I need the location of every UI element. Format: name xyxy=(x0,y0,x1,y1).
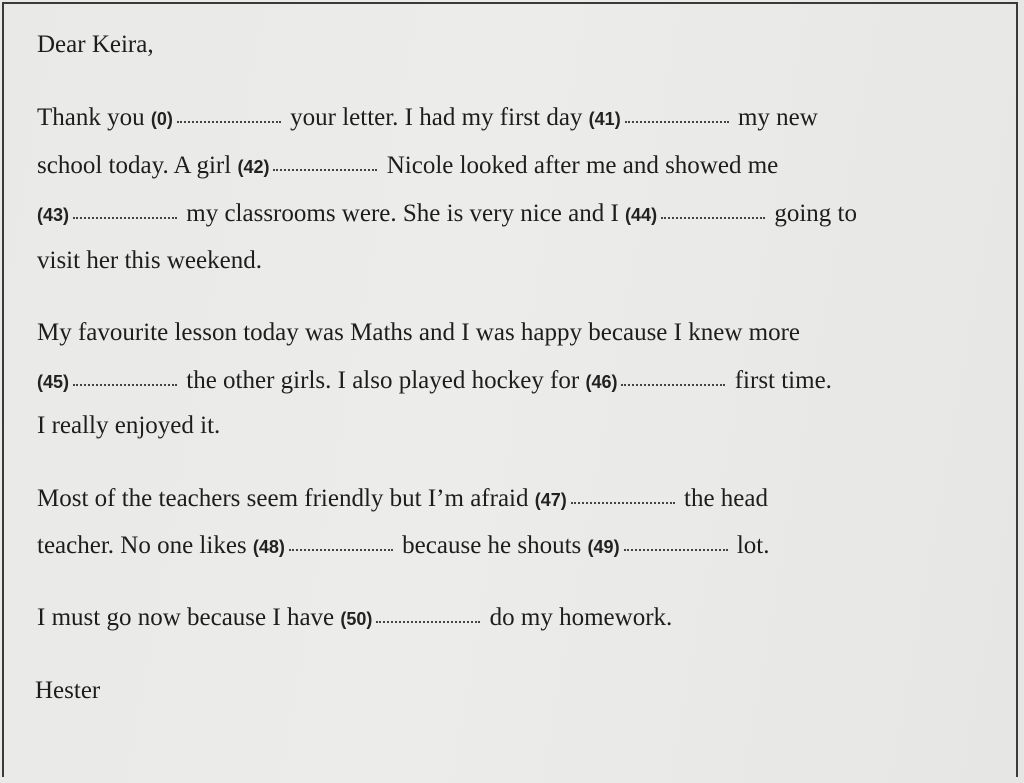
answer-blank-42[interactable] xyxy=(273,167,377,171)
text: I really enjoyed it. xyxy=(37,412,221,439)
answer-blank-47[interactable] xyxy=(571,500,675,504)
answer-blank-44[interactable] xyxy=(661,215,765,219)
text: teacher. No one likes xyxy=(37,532,247,559)
question-number-47: (47) xyxy=(534,490,567,510)
paragraph-2-line-3 xyxy=(37,411,220,441)
text: the head xyxy=(684,485,768,512)
answer-blank-0[interactable] xyxy=(177,119,281,123)
signature-text: Hester xyxy=(35,677,101,704)
text: going to xyxy=(774,200,857,227)
paragraph-3-line-2 xyxy=(37,531,769,561)
text: Thank you xyxy=(37,104,145,131)
answer-blank-45[interactable] xyxy=(73,382,177,386)
text: I must go now because I have xyxy=(37,604,335,631)
question-number-50: (50) xyxy=(340,609,373,629)
text: lot. xyxy=(736,532,770,559)
answer-blank-50[interactable] xyxy=(376,619,480,623)
answer-blank-41[interactable] xyxy=(625,119,729,123)
question-number-0: (0) xyxy=(150,109,173,129)
answer-blank-43[interactable] xyxy=(73,215,177,219)
question-number-44: (44) xyxy=(625,205,658,225)
question-number-41: (41) xyxy=(588,109,621,129)
paragraph-2-line-2 xyxy=(37,366,832,396)
greeting-text: Dear Keira, xyxy=(37,31,154,58)
text: school today. A girl xyxy=(37,152,232,179)
text: Most of the teachers seem friendly but I’m afraid xyxy=(37,485,529,512)
answer-blank-46[interactable] xyxy=(621,382,725,386)
text: my new xyxy=(737,104,818,131)
text: do my homework. xyxy=(489,604,673,631)
text: Nicole looked after me and showed me xyxy=(386,152,779,179)
paragraph-4-line-1 xyxy=(37,603,672,633)
text: My favourite lesson today was Maths and I was happy because I knew more xyxy=(37,319,800,346)
paragraph-1-line-2 xyxy=(37,151,778,181)
question-number-45: (45) xyxy=(37,372,70,392)
text: my classrooms were. She is very nice and I xyxy=(186,200,619,227)
answer-blank-49[interactable] xyxy=(624,547,728,551)
text: the other girls. I also played hockey for xyxy=(186,367,580,394)
text: visit her this weekend. xyxy=(37,247,262,274)
text: because he shouts xyxy=(402,532,582,559)
question-number-46: (46) xyxy=(585,372,618,392)
answer-blank-48[interactable] xyxy=(289,547,393,551)
question-number-42: (42) xyxy=(237,157,270,177)
paragraph-1-line-4 xyxy=(37,246,262,276)
text: first time. xyxy=(734,367,832,394)
letter-signature xyxy=(35,676,100,706)
paragraph-1-line-1 xyxy=(37,103,818,133)
paragraph-2-line-1 xyxy=(37,318,800,348)
letter-greeting xyxy=(37,30,154,60)
question-number-48: (48) xyxy=(252,537,285,557)
paragraph-3-line-1 xyxy=(37,484,768,514)
paragraph-1-line-3 xyxy=(37,199,857,229)
question-number-43: (43) xyxy=(37,205,70,225)
question-number-49: (49) xyxy=(587,537,620,557)
text: your letter. I had my first day xyxy=(290,104,583,131)
